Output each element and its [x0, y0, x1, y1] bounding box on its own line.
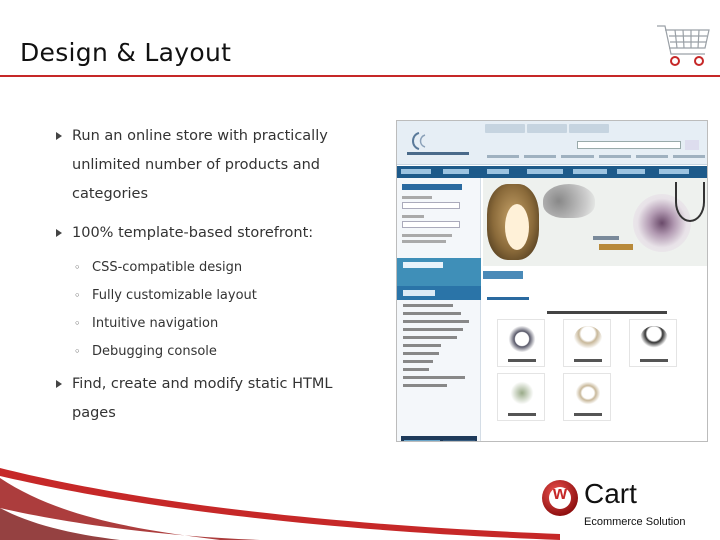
sub-bullet-circle-icon: ◦ — [74, 317, 81, 330]
bullet-item — [56, 122, 376, 209]
bullet-arrow-icon — [56, 380, 62, 388]
brand-tagline: Ecommerce Solution — [584, 516, 686, 528]
bullet-list — [56, 122, 376, 428]
title-rule — [0, 75, 720, 77]
sub-bullet-text: CSS-compatible design — [92, 260, 243, 275]
bullet-line: 100% template-based storefront: — [72, 225, 314, 241]
sub-bullet-circle-icon: ◦ — [74, 289, 81, 302]
brand-name: Cart — [584, 478, 637, 509]
logo-letter: w — [552, 483, 567, 503]
sub-bullet-circle-icon: ◦ — [74, 261, 81, 274]
screenshot-category-heading — [483, 271, 523, 279]
bullet-line: Find, create and modify static HTML — [72, 376, 333, 392]
bullet-item — [56, 219, 376, 248]
bullet-line: Run an online store with practically — [72, 128, 328, 144]
store-logo-icon — [405, 129, 487, 159]
sub-bullet-text: Intuitive navigation — [92, 316, 219, 331]
sub-bullet-text: Debugging console — [92, 344, 217, 359]
bullet-line: unlimited number of products and — [72, 157, 321, 173]
screenshot-sidebar — [397, 178, 481, 442]
sub-bullet-circle-icon: ◦ — [74, 345, 81, 358]
slide-title: Design & Layout — [20, 38, 232, 67]
bullet-line: pages — [72, 405, 116, 421]
screenshot-banner — [483, 178, 707, 266]
bullet-arrow-icon — [56, 132, 62, 140]
decorative-swoosh — [0, 468, 560, 540]
bullet-line: categories — [72, 186, 149, 202]
bullet-item — [56, 370, 376, 428]
sub-bullet-item — [56, 254, 376, 282]
bullet-arrow-icon — [56, 229, 62, 237]
screenshot-nav — [397, 166, 707, 178]
sub-bullet-item — [56, 310, 376, 338]
storefront-screenshot — [396, 120, 708, 442]
shopping-cart-icon — [655, 20, 713, 70]
screenshot-header — [397, 121, 707, 165]
sub-bullet-text: Fully customizable layout — [92, 288, 257, 303]
brand-logo — [540, 478, 716, 536]
sub-bullet-item — [56, 338, 376, 366]
sub-bullet-item — [56, 282, 376, 310]
